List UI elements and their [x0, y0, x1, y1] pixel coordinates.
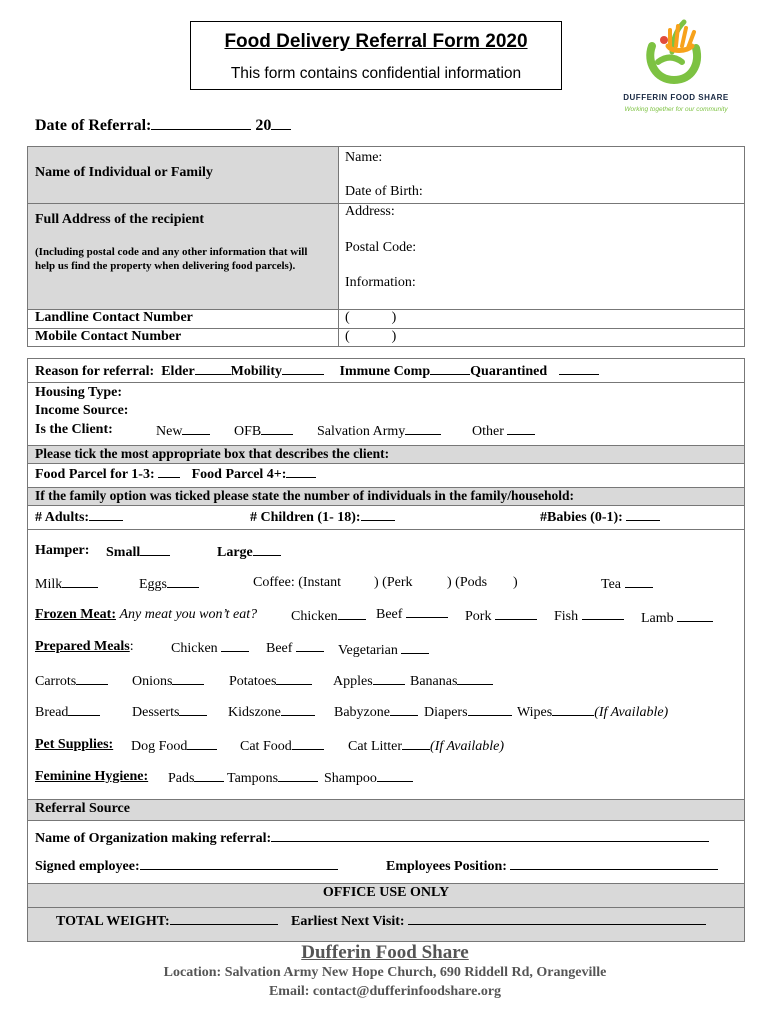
blank [401, 641, 429, 654]
blank [167, 575, 199, 588]
title-box [190, 21, 562, 90]
blank [221, 639, 249, 652]
feminine-hygiene-text: Feminine Hygiene: [35, 769, 149, 784]
client-ofb-label: OFB [234, 424, 262, 439]
children-field[interactable] [250, 508, 395, 526]
immune-blank[interactable] [430, 362, 470, 375]
landline-label: Landline Contact Number [35, 310, 193, 325]
blank [194, 769, 224, 782]
paren-open: ( [345, 329, 350, 344]
adults-label: # Adults: [35, 510, 90, 525]
onions-label: Onions [132, 674, 173, 689]
kidszone-label: Kidszone [228, 705, 281, 720]
blank [338, 607, 366, 620]
recipient-table [27, 146, 745, 347]
blank [507, 422, 535, 435]
client-other[interactable] [472, 422, 535, 440]
blank [377, 769, 413, 782]
tea-field[interactable] [601, 575, 653, 593]
beef-label: Beef [376, 607, 403, 622]
blank [408, 912, 706, 925]
postal-code-field[interactable]: Postal Code: [345, 240, 417, 255]
client-label: Is the Client: [35, 422, 113, 437]
reason-elder: Elder [161, 364, 195, 379]
blank [582, 607, 624, 620]
if-available-note: (If Available) [430, 739, 505, 754]
hamper-small[interactable] [106, 543, 170, 561]
row-divider [28, 907, 744, 908]
frozen-fish[interactable] [554, 607, 624, 625]
blank [281, 703, 315, 716]
coffee-pods[interactable]: ) (Pods [447, 575, 488, 590]
referral-header-band [28, 799, 744, 820]
pads-field[interactable] [168, 769, 224, 787]
total-weight-field[interactable] [56, 912, 278, 930]
information-field[interactable]: Information: [345, 275, 416, 290]
reason-mobility: Mobility [230, 364, 283, 379]
onions-field[interactable] [132, 672, 204, 690]
pet-supplies-label [35, 737, 113, 753]
blank [276, 672, 312, 685]
parcel-large-blank[interactable] [286, 465, 316, 478]
blank [405, 422, 441, 435]
bread-field[interactable] [35, 703, 100, 721]
blank [296, 639, 324, 652]
apples-field[interactable] [333, 672, 405, 690]
diapers-label: Diapers [424, 705, 468, 720]
year-blank[interactable] [271, 117, 291, 130]
form-title: Food Delivery Referral Form 2020 [224, 31, 528, 52]
kidszone-field[interactable] [228, 703, 315, 721]
bananas-field[interactable] [410, 672, 493, 690]
blank [261, 422, 293, 435]
blank [390, 703, 418, 716]
wipes-label: Wipes [517, 705, 553, 720]
blank [62, 575, 98, 588]
next-visit-field[interactable] [291, 912, 706, 930]
client-new-label: New [156, 424, 183, 439]
blank [278, 769, 318, 782]
chicken-label: Chicken [291, 609, 338, 624]
frozen-beef[interactable] [376, 605, 448, 623]
blank [76, 672, 108, 685]
blank [68, 703, 100, 716]
tampons-field[interactable] [227, 769, 318, 787]
blank [373, 672, 405, 685]
housing-type[interactable]: Housing Type: [35, 385, 123, 400]
cat-litter-field[interactable] [348, 737, 504, 755]
milk-label: Milk [35, 577, 63, 592]
cat-food-label: Cat Food [240, 739, 292, 754]
quarantined-blank[interactable] [559, 362, 599, 375]
wipes-field[interactable] [517, 703, 668, 721]
potatoes-field[interactable] [229, 672, 312, 690]
milk-field[interactable] [35, 575, 98, 593]
frozen-meat-label: Frozen Meat: [35, 607, 116, 622]
tampons-label: Tampons [227, 771, 279, 786]
shampoo-field[interactable] [324, 769, 413, 787]
prepared-vegetarian[interactable] [338, 641, 429, 659]
hamper-large[interactable] [217, 543, 281, 561]
client-ofb[interactable] [234, 422, 293, 440]
paren-close: ) [391, 329, 397, 344]
pads-label: Pads [168, 771, 195, 786]
reason-label: Reason for referral: [35, 364, 155, 379]
column-divider [338, 147, 339, 346]
blank [172, 672, 204, 685]
parcel-small-blank[interactable] [158, 465, 180, 478]
signed-employee-label: Signed employee: [35, 859, 140, 874]
logo-text: DUFFERIN FOOD SHARE [623, 93, 729, 102]
family-header: If the family option was ticked please state the number of individuals in the family/household: [35, 488, 575, 503]
organization-label: Name of Organization making referral: [35, 831, 272, 846]
carrots-field[interactable] [35, 672, 108, 690]
elder-blank[interactable] [195, 362, 231, 375]
row-divider [28, 382, 744, 383]
date-of-referral [35, 117, 291, 135]
reason-row [35, 362, 599, 380]
shampoo-label: Shampoo [324, 771, 377, 786]
diapers-field[interactable] [424, 703, 512, 721]
income-source[interactable]: Income Source: [35, 403, 129, 418]
dog-food-field[interactable] [131, 737, 217, 755]
eggs-label: Eggs [139, 577, 167, 592]
children-label: # Children (1- 18): [250, 510, 361, 525]
dob-field[interactable]: Date of Birth: [345, 184, 423, 199]
footer-location: Location: Salvation Army New Hope Church, 690 Riddell Rd, Orangeville [163, 965, 607, 980]
blank [271, 829, 709, 842]
landline-field[interactable] [345, 310, 396, 326]
frozen-chicken[interactable] [291, 607, 366, 625]
frozen-pork[interactable] [465, 607, 537, 625]
vegetarian-label: Vegetarian [338, 643, 398, 658]
coffee-close: ) [513, 575, 518, 590]
colon: : [129, 639, 134, 654]
blank [552, 703, 594, 716]
referral-source-header: Referral Source [35, 801, 130, 816]
tea-label: Tea [601, 577, 622, 592]
row-divider [28, 529, 744, 530]
blank [292, 737, 324, 750]
name-label: Name of Individual or Family [35, 165, 213, 180]
client-other-label: Other [472, 424, 504, 439]
blank [626, 508, 660, 521]
carrots-label: Carrots [35, 674, 77, 689]
blank [625, 575, 653, 588]
babyzone-field[interactable] [334, 703, 418, 721]
name-field[interactable]: Name: [345, 150, 383, 165]
desserts-field[interactable] [132, 703, 207, 721]
blank [140, 857, 338, 870]
cat-food-field[interactable] [240, 737, 324, 755]
footer-org-name: Dufferin Food Share [301, 942, 469, 963]
logo [612, 16, 740, 116]
blank [179, 703, 207, 716]
signed-employee-field[interactable] [35, 857, 338, 875]
fish-label: Fish [554, 609, 579, 624]
blank [402, 737, 430, 750]
prepared-meals-text: Prepared Meals [35, 639, 130, 654]
blank [677, 609, 713, 622]
blank [510, 857, 718, 870]
bananas-label: Bananas [410, 674, 458, 689]
babies-label: #Babies (0-1): [540, 510, 623, 525]
reason-quarantined: Quarantined [470, 364, 548, 379]
frozen-lamb[interactable] [641, 609, 713, 627]
beef-label: Beef [266, 641, 293, 656]
desserts-label: Desserts [132, 705, 180, 720]
date-year-prefix: 20 [255, 117, 272, 134]
bread-label: Bread [35, 705, 69, 720]
dog-food-label: Dog Food [131, 739, 188, 754]
parcel-header: Please tick the most appropriate box that describes the client: [35, 446, 390, 461]
adults-field[interactable] [35, 508, 123, 526]
address-label: Full Address of the recipient [35, 212, 205, 227]
blank [182, 422, 210, 435]
blank [187, 737, 217, 750]
coffee-perk[interactable]: ) (Perk [374, 575, 413, 590]
mobile-field[interactable] [345, 329, 396, 345]
row-divider [28, 799, 744, 800]
blank [495, 607, 537, 620]
apples-label: Apples [333, 674, 373, 689]
employee-position-label: Employees Position: [386, 859, 507, 874]
blank [253, 543, 281, 556]
date-blank[interactable] [151, 117, 251, 130]
next-visit-label: Earliest Next Visit: [291, 914, 405, 929]
parcel-large-label: Food Parcel 4+: [191, 467, 287, 482]
client-new[interactable] [156, 422, 210, 440]
row-divider [28, 463, 744, 464]
total-weight-label: TOTAL WEIGHT: [56, 914, 170, 929]
main-form [27, 358, 745, 942]
prepared-beef[interactable] [266, 639, 324, 657]
frozen-meat-question: Any meat you won’t eat? [119, 607, 258, 622]
if-available-note: (If Available) [594, 705, 669, 720]
prepared-chicken[interactable] [171, 639, 249, 657]
coffee-instant[interactable]: Coffee: (Instant [253, 575, 341, 590]
pork-label: Pork [465, 609, 492, 624]
lamb-label: Lamb [641, 611, 674, 626]
logo-tagline: Working together for our community [624, 106, 728, 113]
mobile-label: Mobile Contact Number [35, 329, 182, 344]
blank [406, 605, 448, 618]
hamper-large-label: Large [217, 545, 253, 560]
paren-close: ) [391, 310, 397, 325]
client-salvation[interactable] [317, 422, 441, 440]
feminine-hygiene-label [35, 769, 148, 785]
mobility-blank[interactable] [282, 362, 324, 375]
pet-supplies-text: Pet Supplies: [35, 737, 114, 752]
client-salvation-label: Salvation Army [317, 424, 406, 439]
client-row [35, 422, 735, 438]
potatoes-label: Potatoes [229, 674, 277, 689]
chicken-label: Chicken [171, 641, 218, 656]
blank [140, 543, 170, 556]
blank [468, 703, 512, 716]
footer-email[interactable]: Email: contact@dufferinfoodshare.org [268, 984, 502, 999]
frozen-meat-row [35, 607, 257, 623]
address-field[interactable]: Address: [345, 204, 395, 219]
babies-field[interactable] [540, 508, 660, 526]
employee-position-field[interactable] [386, 857, 718, 875]
address-note: (Including postal code and any other information that will help us find the property when delivering food parcels). [35, 246, 308, 272]
blank [457, 672, 493, 685]
prepared-meals-label [35, 639, 134, 655]
row-divider [28, 883, 744, 884]
babyzone-label: Babyzone [334, 705, 390, 720]
form-subtitle: This form contains confidential information [230, 65, 522, 82]
parcel-small-label: Food Parcel for 1-3: [35, 467, 155, 482]
organization-field[interactable] [35, 829, 709, 847]
date-label: Date of Referral: [35, 117, 152, 134]
row-divider [28, 820, 744, 821]
row-divider [28, 505, 744, 506]
paren-open: ( [345, 310, 350, 325]
hamper-small-label: Small [106, 545, 141, 560]
blank [89, 508, 123, 521]
cat-litter-label: Cat Litter [348, 739, 403, 754]
reason-immune: Immune Comp [339, 364, 431, 379]
eggs-field[interactable] [139, 575, 199, 593]
blank [170, 912, 278, 925]
office-use-header: OFFICE USE ONLY [322, 885, 450, 900]
logo-hand-icon [638, 16, 708, 84]
hamper-label: Hamper: [35, 543, 90, 558]
blank [361, 508, 395, 521]
parcel-row [35, 465, 316, 483]
